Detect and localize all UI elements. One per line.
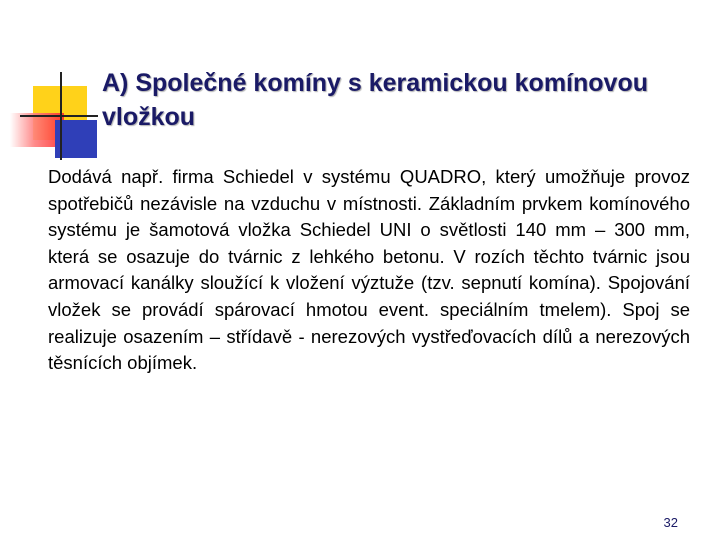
slide-body-text: Dodává např. firma Schiedel v systému QUADRO, který umožňuje provoz spotřebičů nezávisle na vzduchu v místnosti. Základním prvkem komínového systému je šamotová vložka Schiedel UNI o světlosti 140 mm – 300 mm, která se osazuje do tvárnic z lehkého betonu. V rozích těchto tvárnic jsou armovací kanálky sloužící k vložení výztuže (tzv. sepnutí komína). Spojování vložek se provádí spárovací hmotou event. speciálním tmelem). Spoj se realizuje osazením – střídavě - nerezových vystřeďovacích dílů a nerezových těsnících objímek. [48, 166, 690, 374]
slide-title: A) Společné komíny s keramickou komínovou vložkou [102, 69, 648, 131]
slide-decoration [0, 0, 110, 170]
horizontal-line-shape [20, 115, 98, 117]
page-number: 32 [663, 515, 678, 530]
